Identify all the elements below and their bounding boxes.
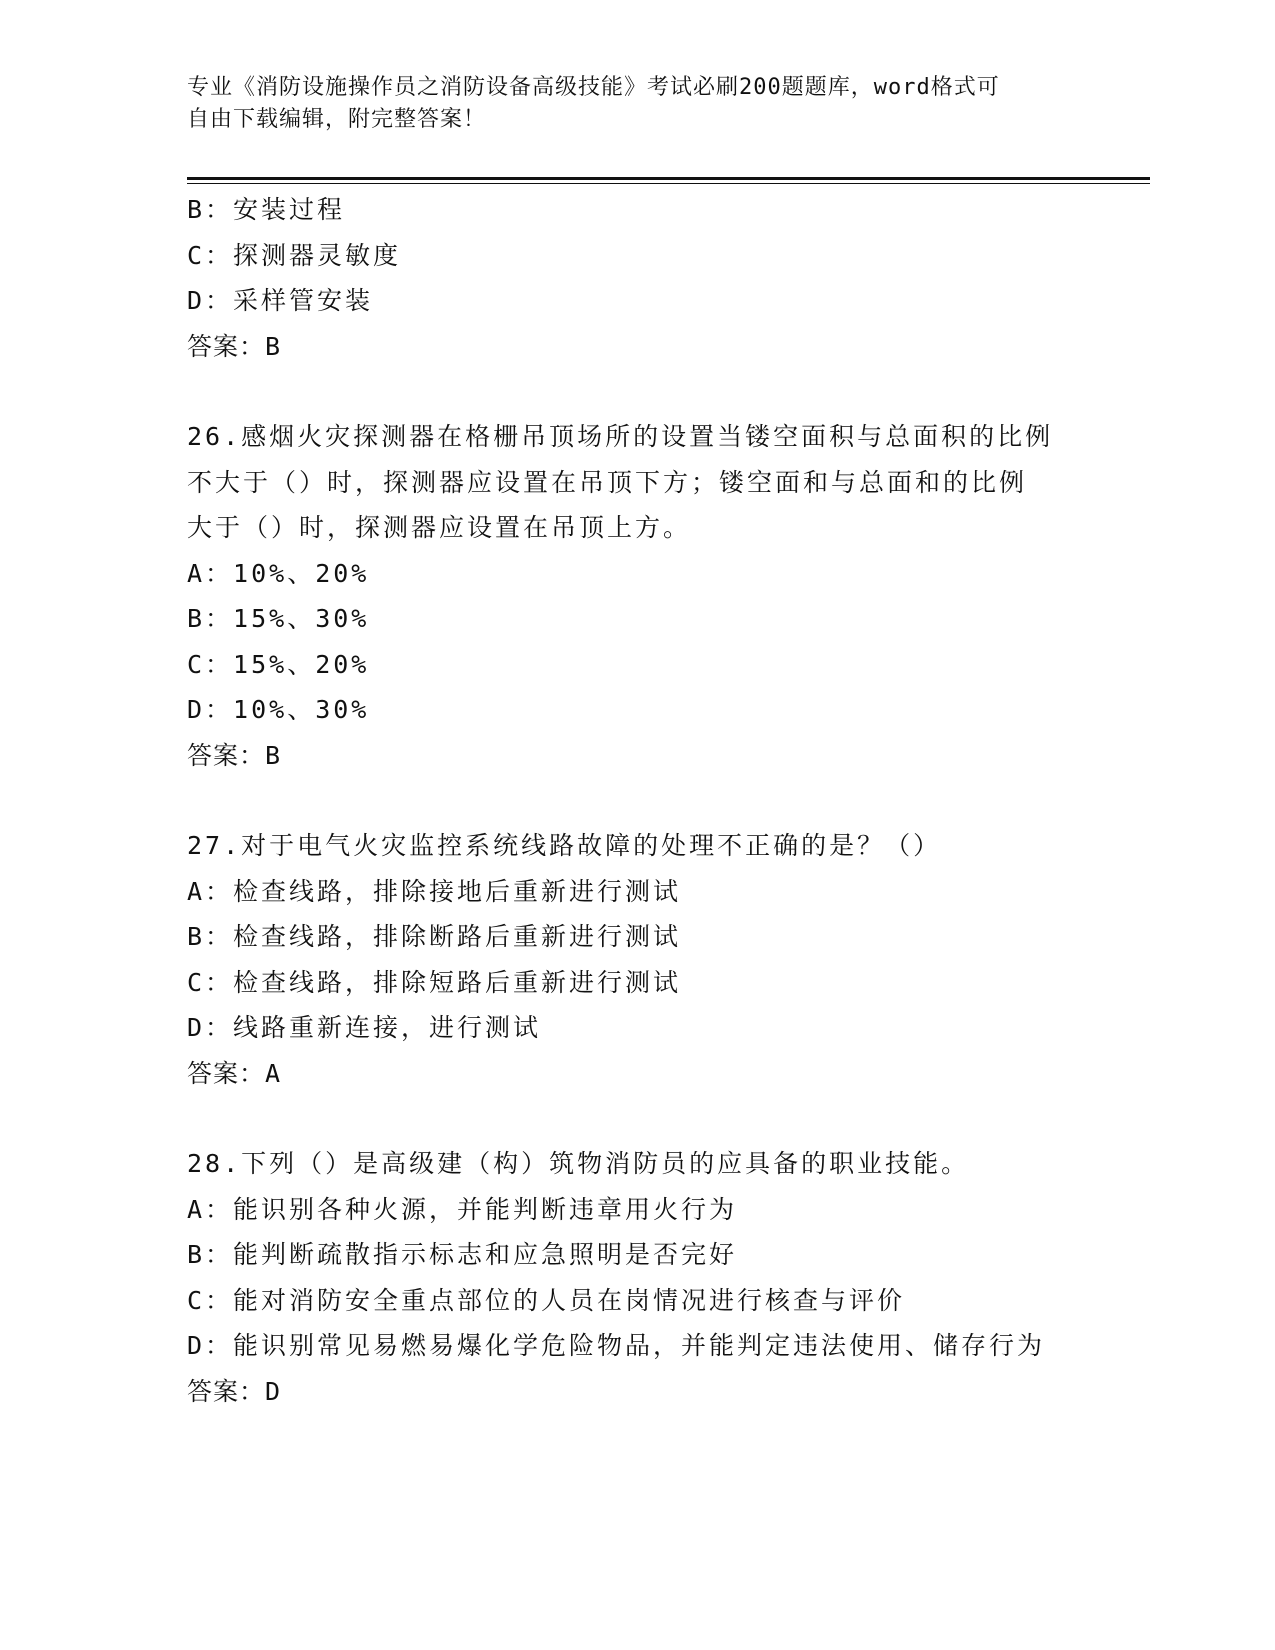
answer: 答案：A: [187, 1058, 282, 1088]
spacer: [187, 1096, 1087, 1141]
option-c: C：探测器灵敏度: [187, 240, 402, 270]
option-d: D：采样管安装: [187, 286, 374, 315]
question-list: [187, 187, 1087, 1414]
option-d: D：10%、30%: [187, 695, 370, 724]
option-b: B：15%、30%: [187, 604, 370, 633]
option-a: A：能识别各种火源，并能判断违章用火行为: [187, 1194, 738, 1224]
question-26: [187, 414, 1087, 778]
spacer: [187, 369, 1087, 414]
question-stem: 大于（）时，探测器应设置在吊顶上方。: [187, 513, 692, 542]
header-divider-thin: [187, 183, 1150, 184]
header-divider-thick: [187, 177, 1150, 180]
question-28: [187, 1141, 1087, 1414]
question-stem: 不大于（）时，探测器应设置在吊顶下方；镂空面和与总面和的比例: [187, 467, 1028, 497]
answer: 答案：B: [187, 740, 282, 770]
option-b: B：安装过程: [187, 195, 346, 224]
question-27: [187, 823, 1087, 1096]
question-stem: 28.下列（）是高级建（构）筑物消防员的应具备的职业技能。: [187, 1149, 970, 1178]
answer: 答案：D: [187, 1376, 282, 1406]
option-d: D：能识别常见易燃易爆化学危险物品，并能判定违法使用、储存行为: [187, 1331, 1046, 1360]
option-c: C：检查线路，排除短路后重新进行测试: [187, 967, 682, 997]
document-header: [187, 72, 1087, 136]
option-c: C：能对消防安全重点部位的人员在岗情况进行核查与评价: [187, 1285, 906, 1315]
header-line-2: 自由下载编辑，附完整答案！: [187, 107, 487, 132]
spacer: [187, 778, 1087, 823]
option-c: C：15%、20%: [187, 649, 370, 679]
answer: 答案：B: [187, 331, 282, 361]
option-a: A：10%、20%: [187, 558, 370, 588]
option-b: B：能判断疏散指示标志和应急照明是否完好: [187, 1240, 738, 1269]
header-line-1: 专业《消防设施操作员之消防设备高级技能》考试必刷200题题库，word格式可: [187, 75, 1000, 100]
option-a: A：检查线路，排除接地后重新进行测试: [187, 876, 682, 906]
question-stem: 27.对于电气火灾监控系统线路故障的处理不正确的是？（）: [187, 831, 942, 860]
option-d: D：线路重新连接，进行测试: [187, 1013, 542, 1042]
question-stem: 26.感烟火灾探测器在格栅吊顶场所的设置当镂空面积与总面积的比例: [187, 422, 1054, 451]
question-25: [187, 187, 1087, 369]
option-b: B：检查线路，排除断路后重新进行测试: [187, 922, 682, 951]
